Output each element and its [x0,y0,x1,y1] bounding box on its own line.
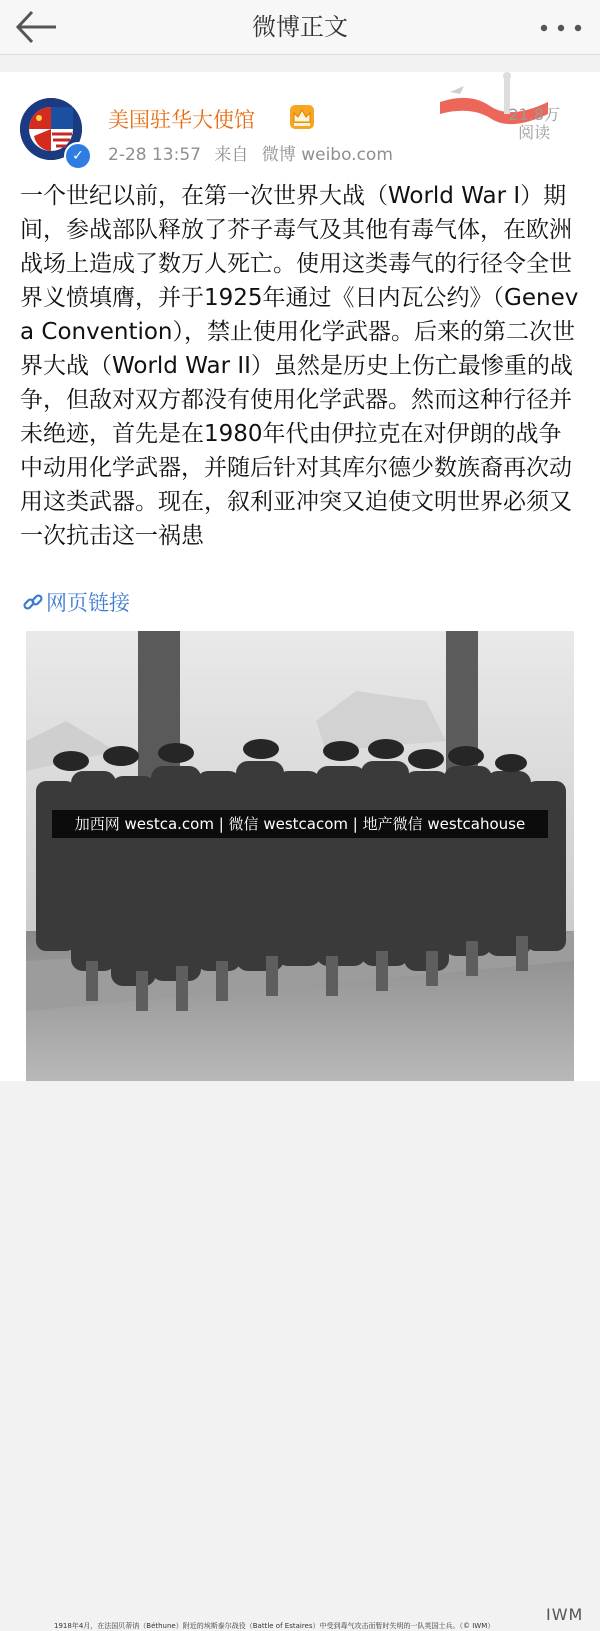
crown-icon [289,104,315,130]
soldiers-photo [26,631,574,1081]
read-count [508,106,560,142]
post-card [0,72,600,1630]
page-title: 微博正文 [252,13,348,41]
post-meta [108,140,401,165]
post-photo[interactable] [26,631,584,1630]
verified-badge-icon: ✓ [64,142,92,170]
username[interactable]: 美国驻华大使馆 [108,108,255,132]
read-count-value: 21.8万 [508,105,560,124]
watermark-banner: 加西网 westca.com | 微信 westcacom | 地产微信 westcahouse [52,810,548,838]
post-date: 2-28 13:57 [108,145,201,165]
web-link[interactable] [22,587,130,617]
read-count-label: 阅读 [518,123,551,142]
post-source[interactable]: 微博 weibo.com [261,145,393,165]
photo-credit: IWM [546,1605,584,1624]
more-button[interactable] [536,6,586,48]
post-text: 一个世纪以前，在第一次世界大战（World War I）期间，参战部队释放了芥子毒气及其他有毒气体，在欧洲战场上造成了数万人死亡。使用这类毒气的行径令全世界义愤填膺，并于1925年通过《日内瓦公约》（Geneva Convention），禁止使用化学武器。后来的第二次世界大战（World War II）虽然是历史上伤亡最惨重的战争，但敌对双方都没有使用化学武器。然而这种行径并未绝迹，首先是在1980年代由伊拉克在对伊朗的战争中动用化学武器，并随后针对其库尔德少数族裔再次动用这类武器。现在，叙利亚冲突又迫使文明世界必须又一次抗击这一祸患 [20,183,579,549]
more-dots-icon [536,6,586,48]
web-link-label: 网页链接 [46,591,130,615]
photo-caption: 1918年4月，在法国贝蒂讷（Béthune）附近的埃斯泰尔战役（Battle of Estaires）中受到毒气攻击而暂时失明的一队英国士兵。（© IWM） [54,1622,495,1630]
nav-bar [0,0,600,55]
link-icon [22,591,44,613]
from-prefix: 来自 [214,145,249,165]
